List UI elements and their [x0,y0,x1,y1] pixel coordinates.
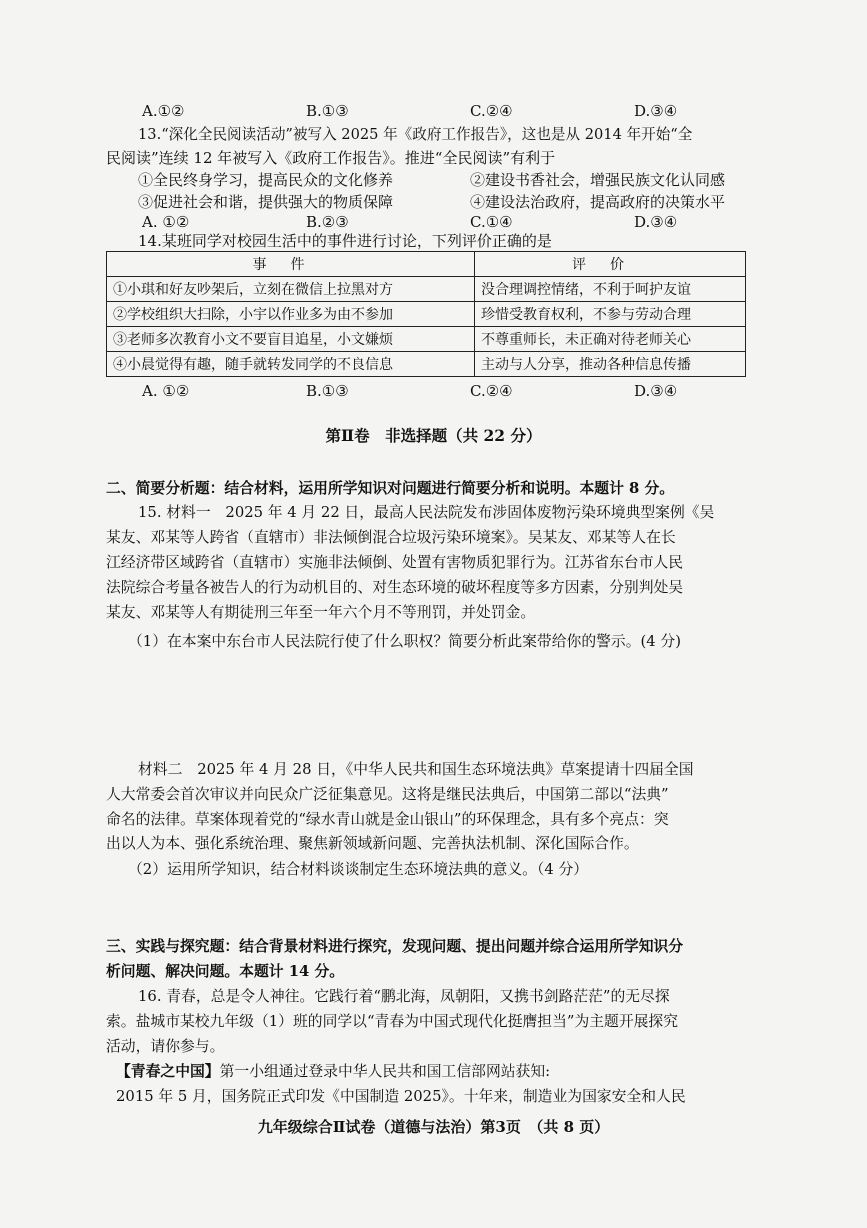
table-header-evaluation: 评价 [475,252,746,277]
table-row [107,352,746,377]
table-row [107,277,746,302]
q15-material1-line: 15. 材料一 2025 年 4 月 22 日，最高人民法院发布涉固体废物污染环境典型案例《吴 [138,504,715,521]
q14-option-d: D.③④ [634,382,678,400]
subsection-text: 第一小组通过登录中华人民共和国工信部网站获知: [219,1063,551,1080]
q13-item-1: ①全民终身学习，提高民众的文化修养 [138,171,394,189]
page-footer: 九年级综合Ⅱ试卷（道德与法治）第3页 （共 8 页） [257,1118,610,1136]
table-header-event: 事件 [107,252,475,277]
subsection-title: 【青春之中国】 [116,1063,220,1080]
q14-stem: 14.某班同学对校园生活中的事件进行讨论，下列评价正确的是 [138,232,552,250]
q16-material-line: 2015 年 5 月，国务院正式印发《中国制造 2025》。十年来，制造业为国家安全和人民 [116,1088,686,1105]
q14-options [142,382,762,402]
q16-stem-line: 16. 青春，总是令人神往。它践行着“鹏北海，凤朝阳，又携书剑路茫茫”的无尽探 [138,988,670,1005]
q14-option-c: C.②④ [470,382,513,400]
q12-option-a: A.①② [142,102,185,120]
q13-option-d: D.③④ [634,213,678,231]
q15-material1-line: 某友、邓某等人有期徒刑三年至一年六个月不等刑罚，并处罚金。 [106,604,536,621]
q16-stem-line: 活动，请你参与。 [106,1038,225,1055]
q13-option-a: A. ①② [142,213,190,231]
q13-item-3: ③促进社会和谐，提供强大的物质保障 [138,193,394,211]
q13-option-b: B.②③ [306,213,349,231]
q13-item-4: ④建设法治政府，提高政府的决策水平 [470,193,726,211]
q12-option-c: C.②④ [470,102,513,120]
q15-material1-line: 法院综合考量各被告人的行为动机目的、对生态环境的破坏程度等多方因素，分别判处吴 [106,579,684,596]
q12-options [142,102,762,122]
table-cell-evaluation: 没合理调控情绪，不利于呵护友谊 [475,277,746,302]
q15-material2-line: 命名的法律。草案体现着党的“绿水青山就是金山银山”的环保理念，具有多个亮点：突 [106,811,669,828]
q13-options [142,213,762,233]
part3-heading-line2: 析问题、解决问题。本题计 14 分。 [106,963,345,980]
q16-stem-line: 索。盐城市某校九年级（1）班的同学以“青春为中国式现代化挺膺担当”为主题开展探究 [106,1013,679,1030]
table-cell-event: ②学校组织大扫除，小宇以作业多为由不参加 [107,302,475,327]
table-cell-event: ①小琪和好友吵架后，立刻在微信上拉黑对方 [107,277,475,302]
q12-option-d: D.③④ [634,102,678,120]
table-row [107,327,746,352]
q12-option-b: B.①③ [306,102,349,120]
q15-material2-line: 人大常委会首次审议并向民众广泛征集意见。这将是继民法典后，中国第二部以“法典” [106,786,669,803]
q15-material1-line: 某友、邓某等人跨省（直辖市）非法倾倒混合垃圾污染环境案》。吴某友、邓某等人在长 [106,529,676,546]
section-2-title: 第Ⅱ卷 非选择题（共 22 分） [325,426,542,445]
q14-option-b: B.①③ [306,382,349,400]
q15-material1-line: 江经济带区域跨省（直辖市）实施非法倾倒、处置有害物质犯罪行为。江苏省东台市人民 [106,554,684,571]
table-cell-evaluation: 珍惜受教育权利，不参与劳动合理 [475,302,746,327]
q13-stem-line2: 民阅读”连续 12 年被写入《政府工作报告》。推进“全民阅读”有利于 [106,149,556,167]
table-cell-evaluation: 主动与人分享，推动各种信息传播 [475,352,746,377]
table-cell-event: ③老师多次教育小文不要盲目追星，小文嫌烦 [107,327,475,352]
q16-subsection [116,1062,550,1082]
q13-item-2: ②建设书香社会，增强民族文化认同感 [470,171,726,189]
table-row [107,302,746,327]
q15-material2-line: 材料二 2025 年 4 月 28 日，《中华人民共和国生态环境法典》草案提请十四届全国 [138,761,694,778]
part3-heading-line1: 三、实践与探究题：结合背景材料进行探究，发现问题、提出问题并综合运用所学知识分 [106,938,684,955]
q13-stem-line1: 13.“深化全民阅读活动”被写入 2025 年《政府工作报告》，这也是从 2014 年开始“全 [138,126,693,143]
q14-option-a: A. ①② [142,382,190,400]
part2-heading: 二、简要分析题：结合材料，运用所学知识对问题进行简要分析和说明。本题计 8 分。 [106,480,675,497]
table-header-row [107,252,746,277]
q15-material2-line: 出以人为本、强化系统治理、聚焦新领域新问题、完善执法机制、深化国际合作。 [106,835,639,852]
q15-subquestion-2: （2）运用所学知识，结合材料谈谈制定生态环境法典的意义。（4 分） [128,861,589,878]
q14-event-table [106,251,746,377]
table-cell-evaluation: 不尊重师长，未正确对待老师关心 [475,327,746,352]
q13-option-c: C.①④ [470,213,513,231]
q15-subquestion-1: （1）在本案中东台市人民法院行使了什么职权？简要分析此案带给你的警示。(4 分) [128,633,681,650]
table-cell-event: ④小晨觉得有趣，随手就转发同学的不良信息 [107,352,475,377]
